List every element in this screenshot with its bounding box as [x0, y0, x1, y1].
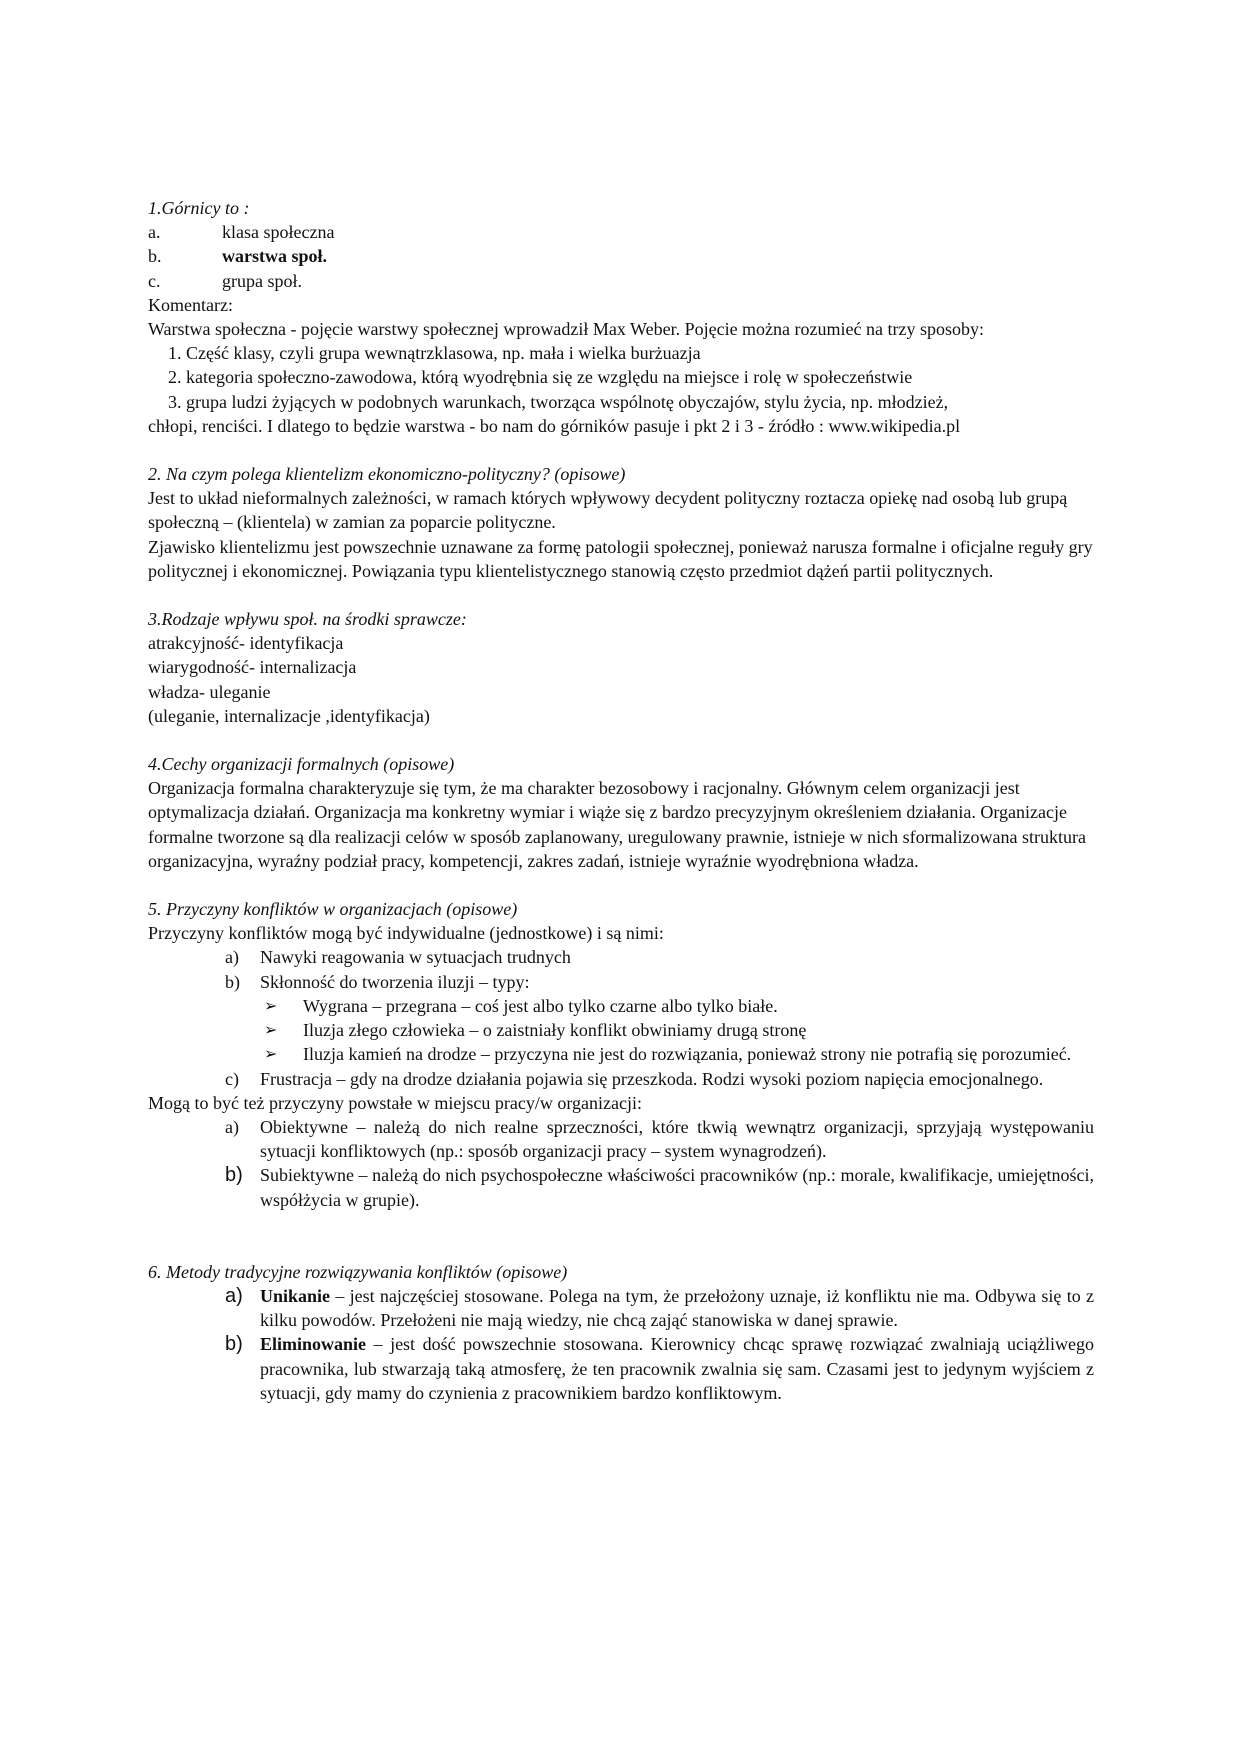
arrow-list — [260, 994, 1094, 1067]
question-5-intro: Przyczyny konfliktów mogą być indywidualne (jednostkowe) i są nimi: — [148, 923, 664, 944]
list-item — [225, 1115, 1094, 1163]
question-4-title: 4.Cechy organizacji formalnych (opisowe) — [148, 754, 455, 775]
option-a — [148, 220, 1094, 244]
comment-point-1: 1. Część klasy, czyli grupa wewnątrzklasowa, np. mała i wielka burżuazja — [168, 343, 701, 364]
question-2-para-1: Jest to układ nieformalnych zależności, w ramach których wpływowy decydent polityczny roztacza opiekę nad osobą lub grupą społeczną – (klientela) w zamian za poparcie polityczne. — [148, 488, 1068, 533]
option-text-answer: warstwa społ. — [222, 246, 328, 267]
question-1-title: 1.Górnicy to : — [148, 198, 250, 218]
comment-point-2: 2. kategoria społeczno-zawodowa, którą wyodrębnia się ze względu na miejsce i rolę w społeczeństwie — [168, 367, 913, 388]
list-marker: a) — [225, 947, 239, 968]
question-5-title: 5. Przyczyny konfliktów w organizacjach (opisowe) — [148, 899, 518, 920]
list-text: Nawyki reagowania w sytuacjach trudnych — [260, 947, 571, 968]
term-description: – jest najczęściej stosowane. Polega na tym, że przełożony uznaje, iż konfliktu nie ma. Odbywa się to z kilku powodów. Przełożeni nie mają wiedzy, nie chcą zająć stanowiska w danej sprawie. — [260, 1285, 1094, 1331]
list-text: Obiektywne – należą do nich realne sprzeczności, które tkwią wewnątrz organizacji, sprzyjają występowaniu sytuacji konfliktowych (np.: sposób organizacji pracy – system wynagrodzeń). — [260, 1116, 1094, 1162]
question-3-title: 3.Rodzaje wpływu społ. na środki sprawcze: — [148, 609, 467, 630]
question-3-line: atrakcyjność- identyfikacja — [148, 633, 344, 654]
list-item — [225, 1163, 1094, 1211]
arrow-item — [260, 1018, 1094, 1042]
question-5-intro-2: Mogą to być też przyczyny powstałe w miejscu pracy/w organizacji: — [148, 1092, 642, 1113]
question-6-title: 6. Metody tradycyjne rozwiązywania konfliktów (opisowe) — [148, 1261, 568, 1282]
arrow-item — [260, 994, 1094, 1018]
list-marker: c) — [225, 1068, 239, 1089]
question-3-line: wiarygodność- internalizacja — [148, 657, 357, 678]
list-text: Frustracja – gdy na drodze działania pojawia się przeszkoda. Rodzi wysoki poziom napięcia emocjonalnego. — [260, 1068, 1044, 1089]
document-page — [148, 196, 1094, 1405]
arrow-item-text: Iluzja kamień na drodze – przyczyna nie jest do rozwiązania, ponieważ strony nie potrafią się porozumieć. — [303, 1044, 1072, 1065]
list-marker: b) — [225, 971, 240, 992]
list-text: Skłonność do tworzenia iluzji – typy: — [260, 971, 530, 992]
list-text: Subiektywne – należą do nich psychospołeczne właściwości pracowników (np.: morale, kwalifikacje, umiejętności, współżycia w grupie). — [260, 1165, 1094, 1210]
arrow-bullet-icon: ➢ — [264, 1020, 278, 1040]
list-text — [260, 1284, 1094, 1332]
list-text — [260, 1332, 1094, 1405]
question-5-list-2 — [225, 1115, 1094, 1212]
list-marker: a) — [225, 1284, 243, 1307]
option-text: grupa społ. — [222, 270, 302, 291]
list-marker: b) — [225, 1333, 243, 1356]
comment-label: Komentarz: — [148, 294, 233, 315]
arrow-item-text: Iluzja złego człowieka – o zaistniały konflikt obwiniamy drugą stronę — [303, 1020, 807, 1041]
comment-point-3-cont: chłopi, renciści. I dlatego to będzie warstwa - bo nam do górników pasuje i pkt 2 i 3 - źródło : www.wikipedia.pl — [148, 415, 961, 436]
arrow-item-text: Wygrana – przegrana – coś jest albo tylko czarne albo tylko białe. — [303, 995, 778, 1016]
comment-point-3: 3. grupa ludzi żyjących w podobnych warunkach, tworząca wspólnotę obyczajów, stylu życia, np. młodzież, — [168, 391, 949, 412]
list-item — [225, 945, 1094, 969]
option-text: klasa społeczna — [222, 222, 335, 243]
option-c — [148, 269, 1094, 293]
list-item — [225, 1284, 1094, 1332]
term: Unikanie — [260, 1285, 331, 1306]
option-marker: a. — [148, 222, 161, 243]
list-item — [225, 970, 1094, 994]
question-5-list — [225, 945, 1094, 1090]
question-6-list — [225, 1284, 1094, 1405]
option-b — [148, 244, 1094, 268]
arrow-item — [260, 1042, 1094, 1066]
arrow-bullet-icon: ➢ — [264, 995, 278, 1015]
option-marker: c. — [148, 270, 161, 291]
option-marker: b. — [148, 246, 162, 267]
arrow-bullet-icon: ➢ — [264, 1044, 278, 1064]
term-description: – jest dość powszechnie stosowana. Kierownicy chcąc sprawę rozwiązać zwalniają uciążliwego pracownika, lub stwarzają taką atmosferę, że ten pracownik zwalnia się sam. Czasami jest to jedynym wyjściem z sytuacji, gdy mamy do czynienia z pracownikiem bardzo konfliktowym. — [260, 1334, 1094, 1403]
question-3-line: (uleganie, internalizacje ,identyfikacja) — [148, 705, 430, 726]
term: Eliminowanie — [260, 1334, 367, 1355]
list-item — [225, 1332, 1094, 1405]
list-marker: b) — [225, 1164, 243, 1187]
question-4-para: Organizacja formalna charakteryzuje się tym, że ma charakter bezosobowy i racjonalny. Głównym celem organizacji jest optymalizacja działań. Organizacja ma konkretny wymiar i wiąże się z bardzo precyzyjnym określeniem działania. Organizacje formalne tworzone są dla realizacji celów w sposób zaplanowany, uregulowany prawnie, istnieje w nich sformalizowana struktura organizacyjna, wyraźny podział pracy, kompetencji, zakres zadań, istnieje wyraźnie wyodrębniona władza. — [148, 778, 1087, 871]
question-2-title: 2. Na czym polega klientelizm ekonomiczno-polityczny? (opisowe) — [148, 464, 626, 485]
question-3-line: władza- uleganie — [148, 681, 271, 702]
comment-intro: Warstwa społeczna - pojęcie warstwy społecznej wprowadził Max Weber. Pojęcie można rozumieć na trzy sposoby: — [148, 319, 984, 340]
list-item — [225, 1067, 1094, 1091]
list-marker: a) — [225, 1116, 239, 1137]
question-2-para-2: Zjawisko klientelizmu jest powszechnie uznawane za formę patologii społecznej, ponieważ narusza formalne i oficjalne reguły gry politycznej i ekonomicznej. Powiązania typu klientelistycznego stanowią często przedmiot dążeń partii politycznych. — [148, 536, 1093, 581]
